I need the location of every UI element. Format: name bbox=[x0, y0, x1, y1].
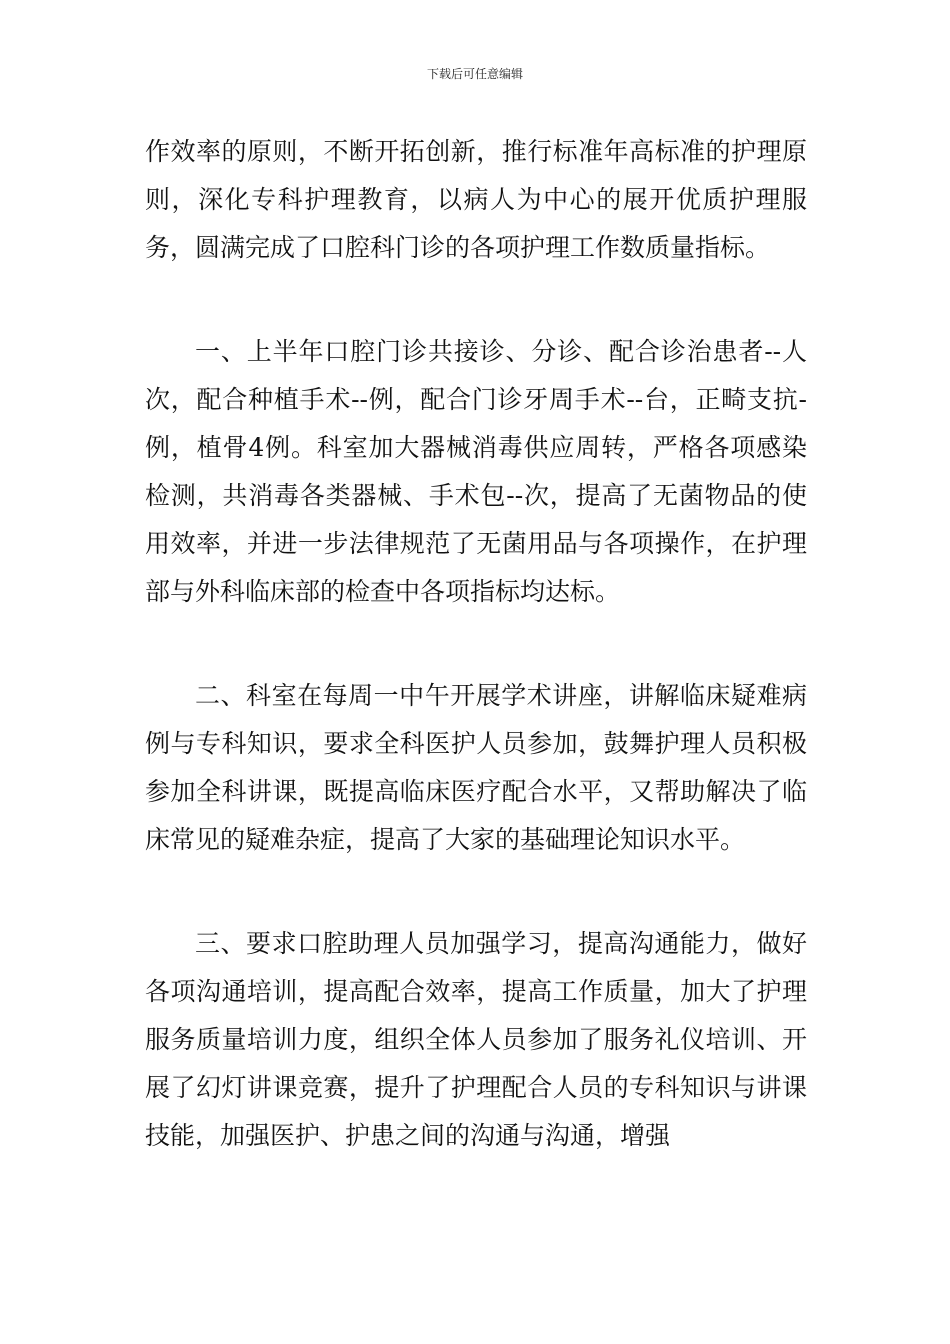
paragraph-section-1: 一、上半年口腔门诊共接诊、分诊、配合诊治患者--人次，配合种植手术--例，配合门诊牙周手术--台，正畸支抗-例，植骨4例。科室加大器械消毒供应周转，严格各项感染检测，共消毒各类器械、手术包--次，提高了无菌物品的使用效率，并进一步法律规范了无菌用品与各项操作，在护理部与外科临床部的检查中各项指标均达标。 bbox=[145, 337, 807, 606]
paragraph-continuation: 作效率的原则，不断开拓创新，推行标准年高标准的护理原则，深化专科护理教育，以病人为中心的展开优质护理服务，圆满完成了口腔科门诊的各项护理工作数质量指标。 bbox=[145, 137, 807, 262]
document-body bbox=[145, 128, 807, 1160]
paragraph-section-3: 三、要求口腔助理人员加强学习，提高沟通能力，做好各项沟通培训，提高配合效率，提高工作质量，加大了护理服务质量培训力度，组织全体人员参加了服务礼仪培训、开展了幻灯讲课竞赛，提升了护理配合人员的专科知识与讲课技能，加强医护、护患之间的沟通与沟通，增强 bbox=[145, 929, 807, 1150]
page-header-note: 下载后可任意编辑 bbox=[426, 67, 523, 81]
paragraph-section-2: 二、科室在每周一中午开展学术讲座，讲解临床疑难病例与专科知识，要求全科医护人员参加，鼓舞护理人员积极参加全科讲课，既提高临床医疗配合水平，又帮助解决了临床常见的疑难杂症，提高了大家的基础理论知识水平。 bbox=[145, 681, 807, 854]
paragraph-gap bbox=[145, 272, 807, 328]
paragraph-gap bbox=[145, 864, 807, 920]
paragraph-gap bbox=[145, 616, 807, 672]
